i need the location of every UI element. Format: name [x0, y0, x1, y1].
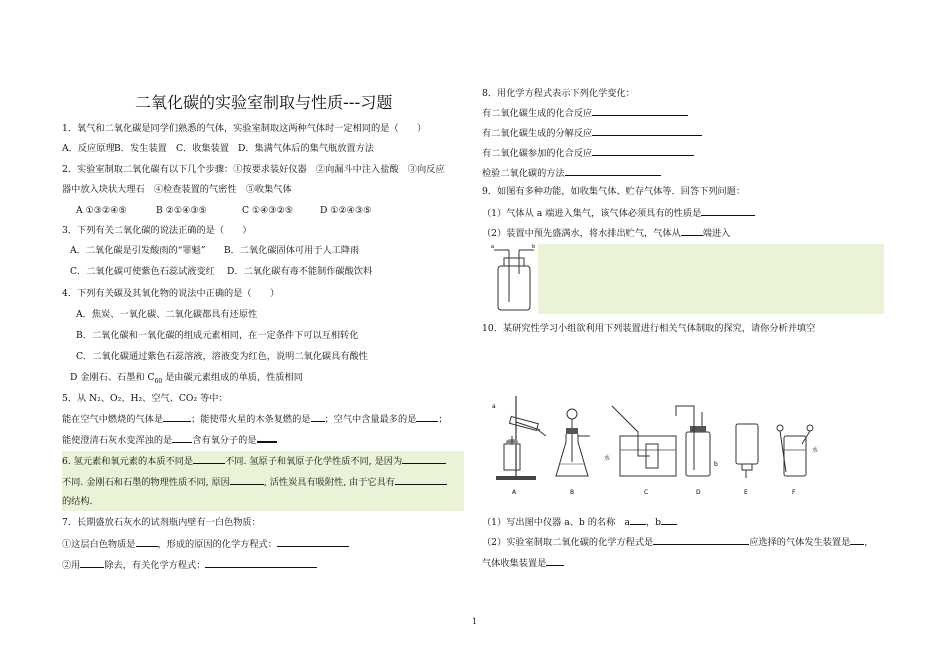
- q10-l2-part1: （2）实验室制取二氧化碳的化学方程式是: [482, 537, 654, 548]
- q10-l2-part3: ，: [864, 537, 874, 548]
- q5-blank-2[interactable]: [311, 412, 325, 422]
- q9-blank-1[interactable]: [701, 206, 755, 216]
- q5-l1-part2: ；能使带火星的木条复燃的是: [191, 414, 311, 425]
- q2-line1: 2．实验室制取二氧化碳有以下几个步骤：①按要求装好仪器 ②向漏斗中注入盐酸 ③向反应: [62, 164, 445, 175]
- q6-line1: [62, 454, 446, 468]
- q5-l2-part2: 含有氧分子的是: [192, 435, 257, 446]
- q2-option-d: D ①②④③⑤: [320, 205, 372, 216]
- apparatus-a: [492, 396, 546, 480]
- q5-stem: 5．从 N₂、O₂、H₂、空气、CO₂ 等中：: [62, 393, 228, 404]
- q9-highlight: [538, 244, 884, 314]
- q7-blank-1[interactable]: [136, 537, 158, 547]
- q8-blank-2[interactable]: [592, 126, 702, 136]
- q7-blank-4[interactable]: [205, 558, 317, 568]
- q10-blank-1[interactable]: [630, 515, 646, 525]
- q5-line1: [62, 412, 448, 426]
- apparatus-d: [676, 406, 718, 476]
- q9-l2-part2: 端进入: [702, 228, 731, 239]
- q10-blank-5[interactable]: [546, 556, 564, 566]
- q7-blank-3[interactable]: [80, 558, 104, 568]
- q10-blank-3[interactable]: [653, 535, 749, 545]
- q4-line-d-subscript: 60: [154, 377, 163, 385]
- q8-line1: [482, 106, 688, 120]
- q7-stem: 7．长期盛放石灰水的试剂瓶内壁有一白色物质：: [62, 517, 261, 528]
- q5-line2: [62, 432, 277, 447]
- q5-blank-4[interactable]: [172, 433, 192, 443]
- mark-b: b: [714, 461, 718, 468]
- apparatus-c: [604, 406, 676, 476]
- q1-option-a: A．反应原理: [62, 143, 115, 154]
- q8-line2: [482, 126, 702, 140]
- mark-a: a: [492, 403, 496, 410]
- q9-label-b: b: [532, 244, 536, 250]
- q6-line2: [62, 475, 447, 489]
- q10-l1-part2: ，b: [645, 517, 662, 528]
- q5-l1-part1: 能在空气中燃烧的气体是: [62, 414, 164, 425]
- fig-label-e: E: [744, 489, 748, 496]
- q7-l2-part2: 除去，有关化学方程式：: [104, 560, 206, 571]
- q7-l2-part1: ②用: [62, 560, 81, 571]
- q4-line-d: [70, 371, 303, 388]
- gas-bottle-figure: [490, 244, 538, 314]
- q6-blank-1[interactable]: [193, 454, 225, 464]
- q10-l2-part2: 应选择的气体发生装置是: [749, 537, 851, 548]
- q9-line1: [482, 206, 755, 220]
- fig-label-d: D: [696, 489, 701, 496]
- q3-line-ab: A．二氧化碳是引发酸雨的“罪魁” B．二氧化碳固体可用于人工降雨: [70, 245, 360, 256]
- q6-l1-part2: 不同. 氢原子和氧原子化学性质不同, 是因为: [225, 456, 403, 467]
- q8-l1-text: 有二氧化碳生成的化合反应: [482, 108, 593, 119]
- q7-l1-part2: ，形成的原因的化学方程式：: [157, 539, 277, 550]
- q5-blank-5[interactable]: [257, 432, 277, 443]
- fig-label-a: A: [512, 489, 517, 496]
- q9-line2: [482, 226, 730, 240]
- q6-blank-4[interactable]: [395, 475, 447, 485]
- q6-blank-2[interactable]: [402, 454, 446, 464]
- q1-stem: 1．氧气和二氧化碳是同学们熟悉的气体，实验室制取这两种气体时一定相同的是（ ）: [62, 123, 427, 134]
- q8-l2-text: 有二氧化碳生成的分解反应: [482, 128, 593, 139]
- q4-line-d-part2: 是由碳元素组成的单质，性质相同: [162, 372, 303, 383]
- q9-blank-2[interactable]: [681, 226, 703, 236]
- q8-line4: [482, 166, 661, 180]
- q4-line-d-part1: D 金刚石、石墨和 C: [70, 372, 155, 383]
- q2-option-c: C ①④③②⑤: [242, 205, 294, 216]
- q1-option-b: B．发生装置: [114, 143, 167, 154]
- q4-line-c: C．二氧化碳通过紫色石蕊溶液，溶液变为红色，说明二氧化碳具有酸性: [76, 351, 368, 362]
- q3-line-cd: C．二氧化碳可使紫色石蕊试液变红 D．二氧化碳有毒不能制作碳酸饮料: [70, 266, 373, 277]
- q8-stem: 8．用化学方程式表示下列化学变化：: [482, 88, 635, 99]
- fig-label-b: B: [570, 489, 575, 496]
- q2-option-a: A ①③②④⑤: [76, 205, 127, 216]
- q10-l3-text: 气体收集装置是: [482, 558, 547, 569]
- q2-options: [76, 204, 371, 217]
- q9-l2-part1: （2）装置中预先盛满水，将水排出贮气，气体从: [482, 228, 681, 239]
- q10-l1-part1: （1）写出图中仪器 a、b 的名称 a: [482, 517, 630, 528]
- q8-blank-3[interactable]: [592, 146, 694, 156]
- mark-water-f: 水: [812, 447, 819, 454]
- q6-blank-3[interactable]: [230, 475, 264, 485]
- q5-l1-part4: ；: [438, 414, 448, 425]
- q4-stem: 4．下列有关碳及其氧化物的说法中正确的是（ ）: [62, 288, 280, 299]
- q8-blank-1[interactable]: [592, 106, 688, 116]
- q8-l4-text: 检验二氧化碳的方法: [482, 168, 565, 179]
- q8-l3-text: 有二氧化碳参加的化合反应: [482, 148, 593, 159]
- q7-line1: [62, 537, 349, 551]
- fig-label-c: C: [644, 489, 649, 496]
- page-title: 二氧化碳的实验室制取与性质---习题: [135, 93, 393, 112]
- q10-blank-4[interactable]: [850, 535, 864, 545]
- page-number: 1: [472, 617, 478, 626]
- apparatus-f: [777, 425, 818, 476]
- q10-line2: [482, 535, 873, 549]
- q5-l1-part3: ；空气中含量最多的是: [324, 414, 417, 425]
- q10-blank-2[interactable]: [661, 515, 677, 525]
- q10-stem: 10．某研究性学习小组欲利用下列装置进行相关气体制取的探究，请你分析并填空: [482, 323, 816, 334]
- q3-stem: 3．下列有关二氧化碳的说法正确的是（ ）: [62, 225, 252, 236]
- q6-l2-part1: 不同. 金刚石和石墨的物理性质不同, 原因: [62, 477, 230, 488]
- q9-stem: 9．如图有多种功能，如收集气体、贮存气体等．回答下列问题：: [482, 186, 746, 197]
- q9-l1-text: （1）气体从 a 端进入集气，该气体必须具有的性质是: [482, 208, 702, 219]
- q10-line1: [482, 515, 677, 529]
- q9-label-a: a: [491, 244, 495, 250]
- q2-option-b: B ②①④③⑤: [156, 205, 207, 216]
- apparatus-b: [556, 409, 590, 476]
- q2-line2: 器中放入块状大理石 ④检查装置的气密性 ⑤收集气体: [62, 184, 292, 195]
- fig-label-f: F: [792, 489, 796, 496]
- q4-line-a: A．焦炭、一氧化碳、二氧化碳都具有还原性: [76, 309, 258, 320]
- q5-l2-part1: 能使澄清石灰水变浑浊的是: [62, 435, 173, 446]
- mark-water-c: 水: [604, 455, 611, 462]
- q4-line-b: B．二氧化碳和一氧化碳的组成元素相同，在一定条件下可以互相转化: [76, 330, 359, 341]
- q7-blank-2[interactable]: [277, 537, 349, 547]
- q8-line3: [482, 146, 694, 160]
- q6-line3: 的结构.: [62, 496, 93, 507]
- q1-option-d: D．集满气体后的集气瓶放置方法: [238, 143, 374, 154]
- q5-blank-3[interactable]: [416, 412, 438, 422]
- q7-l1-part1: ①这层白色物质是: [62, 539, 136, 550]
- q6-l1-part1: 6. 氢元素和氧元素的本质不同是: [62, 456, 194, 467]
- q10-line3: [482, 556, 564, 570]
- q8-blank-4[interactable]: [565, 166, 661, 176]
- apparatus-figure: [490, 392, 840, 500]
- q1-option-c: C．收集装置: [176, 143, 229, 154]
- apparatus-e: [736, 424, 758, 478]
- q7-line2: [62, 558, 317, 572]
- q1-options: [62, 142, 374, 155]
- q5-blank-1[interactable]: [163, 412, 191, 422]
- q6-l2-part2: , 活性炭具有吸附性, 由于它具有: [263, 477, 395, 488]
